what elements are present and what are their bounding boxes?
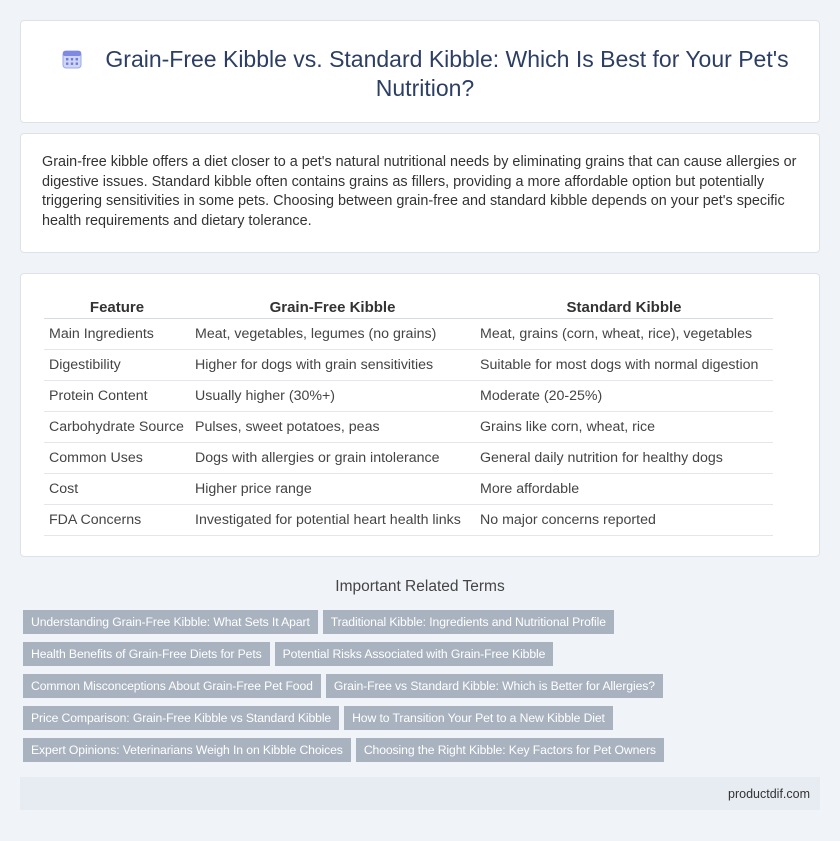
table-header-row bbox=[44, 295, 773, 319]
grain-free-cell: Higher for dogs with grain sensitivities bbox=[190, 350, 475, 381]
header-card bbox=[20, 20, 820, 123]
comparison-table-card bbox=[20, 273, 820, 557]
tag-row bbox=[23, 706, 813, 738]
page-title-text: Grain-Free Kibble vs. Standard Kibble: Which Is Best for Your Pet's Nutrition? bbox=[105, 46, 789, 101]
grain-free-cell: Dogs with allergies or grain intolerance bbox=[190, 443, 475, 474]
feature-cell: Common Uses bbox=[44, 443, 190, 474]
standard-cell: Meat, grains (corn, wheat, rice), vegetables bbox=[475, 319, 773, 350]
table-row bbox=[44, 381, 773, 412]
column-header-grain-free: Grain-Free Kibble bbox=[190, 295, 475, 319]
grain-free-cell: Investigated for potential heart health links bbox=[190, 505, 475, 536]
grain-free-cell: Pulses, sweet potatoes, peas bbox=[190, 412, 475, 443]
tag-row bbox=[23, 610, 813, 642]
related-term-link[interactable]: Understanding Grain-Free Kibble: What Sets It Apart bbox=[23, 610, 318, 634]
table-row bbox=[44, 319, 773, 350]
standard-cell: General daily nutrition for healthy dogs bbox=[475, 443, 773, 474]
related-terms-heading: Important Related Terms bbox=[335, 578, 505, 595]
tag-row bbox=[23, 674, 813, 706]
grain-free-cell: Meat, vegetables, legumes (no grains) bbox=[190, 319, 475, 350]
page-title bbox=[51, 45, 799, 103]
related-term-link[interactable]: Health Benefits of Grain-Free Diets for Pets bbox=[23, 642, 270, 666]
related-term-link[interactable]: Traditional Kibble: Ingredients and Nutritional Profile bbox=[323, 610, 614, 634]
table-row bbox=[44, 505, 773, 536]
tag-row bbox=[23, 642, 813, 674]
related-term-link[interactable]: Expert Opinions: Veterinarians Weigh In on Kibble Choices bbox=[23, 738, 351, 762]
tag-row bbox=[23, 738, 813, 770]
related-terms-list bbox=[23, 610, 813, 770]
standard-cell: Moderate (20-25%) bbox=[475, 381, 773, 412]
feature-cell: Protein Content bbox=[44, 381, 190, 412]
table-row bbox=[44, 350, 773, 381]
intro-card bbox=[20, 133, 820, 253]
related-term-link[interactable]: How to Transition Your Pet to a New Kibble Diet bbox=[344, 706, 613, 730]
standard-cell: Grains like corn, wheat, rice bbox=[475, 412, 773, 443]
column-header-feature: Feature bbox=[44, 295, 190, 319]
related-term-link[interactable]: Common Misconceptions About Grain-Free Pet Food bbox=[23, 674, 321, 698]
comparison-table bbox=[44, 295, 773, 536]
intro-paragraph: Grain-free kibble offers a diet closer to a pet's natural nutritional needs by eliminating grains that can cause allergies or digestive issues. Standard kibble often contains grains as fillers, providing a more affordable option but potentially triggering sensitivities in some pets. Choosing between grain-free and standard kibble depends on your pet's specific health requirements and dietary tolerance. bbox=[42, 154, 797, 229]
title-wrap bbox=[51, 45, 799, 103]
table-row bbox=[44, 412, 773, 443]
grain-free-cell: Higher price range bbox=[190, 474, 475, 505]
footer bbox=[20, 777, 820, 810]
table-row bbox=[44, 443, 773, 474]
standard-cell: Suitable for most dogs with normal digestion bbox=[475, 350, 773, 381]
feature-cell: Cost bbox=[44, 474, 190, 505]
related-term-link[interactable]: Grain-Free vs Standard Kibble: Which is Better for Allergies? bbox=[326, 674, 663, 698]
feature-cell: FDA Concerns bbox=[44, 505, 190, 536]
table-row bbox=[44, 474, 773, 505]
standard-cell: More affordable bbox=[475, 474, 773, 505]
feature-cell: Main Ingredients bbox=[44, 319, 190, 350]
calendar-grid-icon bbox=[61, 48, 83, 70]
related-term-link[interactable]: Potential Risks Associated with Grain-Free Kibble bbox=[275, 642, 554, 666]
feature-cell: Digestibility bbox=[44, 350, 190, 381]
related-term-link[interactable]: Choosing the Right Kibble: Key Factors for Pet Owners bbox=[356, 738, 664, 762]
related-term-link[interactable]: Price Comparison: Grain-Free Kibble vs Standard Kibble bbox=[23, 706, 339, 730]
feature-cell: Carbohydrate Source bbox=[44, 412, 190, 443]
standard-cell: No major concerns reported bbox=[475, 505, 773, 536]
footer-site-link[interactable]: productdif.com bbox=[728, 787, 810, 801]
grain-free-cell: Usually higher (30%+) bbox=[190, 381, 475, 412]
column-header-standard: Standard Kibble bbox=[475, 295, 773, 319]
